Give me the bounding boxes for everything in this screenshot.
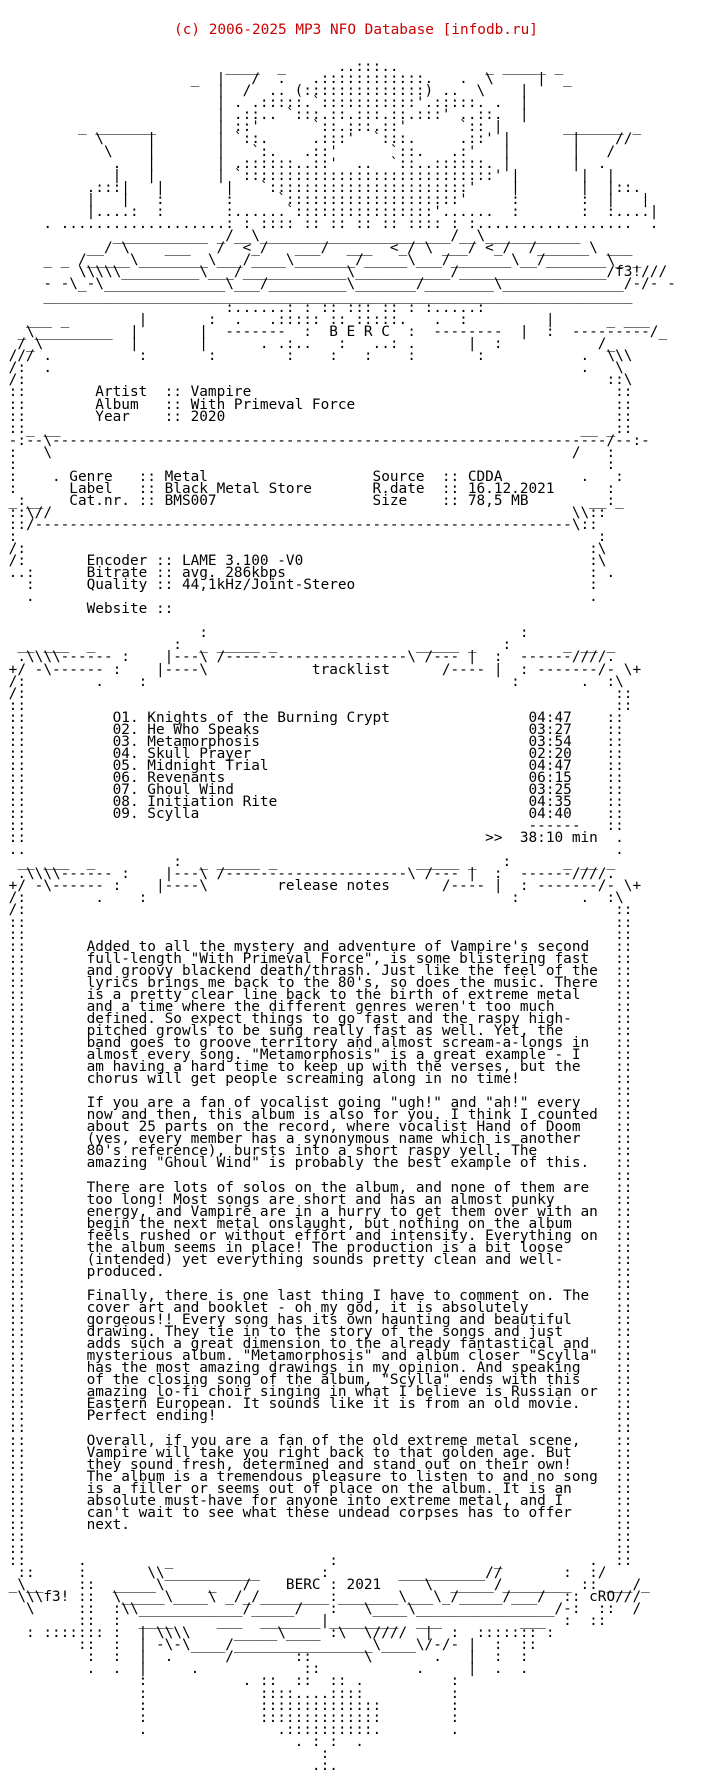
- nfo-line: :: next. ::: [0, 1516, 633, 1533]
- nfo-body: [0, 61, 712, 1772]
- nfo-line: | . .:::::.`:::::::::::'.:::::. . |: [0, 95, 529, 112]
- nfo-line: . . | . :: . | . .: [0, 1661, 529, 1678]
- nfo-line: | / .. (::::::::::::::) .. \ |: [0, 83, 529, 100]
- nfo-line: /: ::\: [0, 372, 633, 389]
- nfo-line: :: The album is a tremendous pleasure to listen to and no song ::: [0, 1468, 633, 1485]
- nfo-line: __/ \ ___ / <_/ ___/ ___ <_/ \ ___/ <_/ /______\ ___: [0, 239, 633, 256]
- nfo-line: :: begin the next metal onslaught, but nothing on the album ::: [0, 1215, 633, 1232]
- nfo-line: :: Year :: 2020 ::: [0, 408, 633, 425]
- nfo-line: | .::.. `:::.::.:::.::.:::' ..::. |: [0, 107, 529, 124]
- nfo-line: :: : | -\-\____/________________\____\/-/- | : ::: [0, 1637, 538, 1654]
- nfo-line: ____________________________________________________________________: [0, 288, 633, 305]
- nfo-line: :: about 25 parts on the record, where vocalist Hand of Doom ::: [0, 1119, 633, 1136]
- nfo-line: :: O1. Knights of the Burning Crypt 04:47 ::: [0, 709, 624, 726]
- nfo-line: :: gorgeous!! Every song has its own haunting and beautiful ::: [0, 1312, 633, 1329]
- nfo-line: .. .: [0, 842, 624, 859]
- nfo-line: :: mysterious album. "Metamorphosis" and album closer "Scylla" ::: [0, 1348, 633, 1365]
- nfo-line: /: ::: [0, 902, 633, 919]
- nfo-line: __ ___ _ : _ _____ _ _____ _ : _ __ _: [0, 854, 616, 871]
- nfo-line: . : : .: [0, 1733, 364, 1750]
- nfo-line: : :: [0, 456, 616, 473]
- nfo-line: :: has the most amazing drawings in my opinion. And speaking ::: [0, 1360, 633, 1377]
- nfo-line: :: pitched growls to be sung really fast as well. Yet, the ::: [0, 1022, 633, 1039]
- nfo-line: :: (intended) yet everything sounds pretty clean and well- ::: [0, 1251, 633, 1268]
- nfo-line: /: :\: [0, 541, 607, 558]
- nfo-line: \ | | `::. .:::' `:::. .::' | | //: [0, 131, 633, 148]
- nfo-line: :: ::: [0, 1528, 633, 1545]
- nfo-line: :......: : :: ::: :: : :.....:: [0, 300, 486, 317]
- nfo-line: :: is a pretty clear line back to the birth of extreme metal ::: [0, 986, 633, 1003]
- nfo-line: :: Artist :: Vampire ::: [0, 384, 633, 401]
- nfo-line: :: >> 38:10 min .: [0, 830, 624, 847]
- nfo-line: :: ------ ::: [0, 818, 624, 835]
- nfo-line: :: absolute must-have for anyone into extreme metal, and I ::: [0, 1492, 633, 1509]
- nfo-line: : . :: :: :: . :: [0, 1673, 460, 1690]
- nfo-line: : :: [0, 625, 529, 642]
- nfo-line: :: Album :: With Primeval Force ::: [0, 396, 633, 413]
- nfo-line: :: can't wait to see what these undead corpses has to offer ::: [0, 1504, 633, 1521]
- nfo-line: _\_________ | | ------- : B E R C : -------- | : ---------/_: [0, 324, 668, 341]
- nfo-line: :: 08. Initiation Rite 04:35 ::: [0, 794, 624, 811]
- nfo-line: :: [0, 1745, 330, 1762]
- nfo-line: |....: : :......`::::::::::::::::'...... : : :....|: [0, 203, 659, 220]
- nfo-line: . ...................: : :::: :: :: :: :: :::: : :.................. .: [0, 215, 659, 232]
- nfo-line: :: energy, and Vampire are in a hurry to get them over with an ::: [0, 1203, 633, 1220]
- nfo-line: : ::::::: : | \\\\ _____\____ :\ \//// | : ::::::: :: [0, 1625, 555, 1642]
- nfo-line: _ _______ | ::' `::.:::.::' `:: | _______ _: [0, 119, 642, 136]
- nfo-line: /: . . \: [0, 360, 624, 377]
- nfo-line: :: ::: [0, 697, 633, 714]
- nfo-line: :: There are lots of solos on the album, and none of them are ::: [0, 1179, 633, 1196]
- nfo-line: -:--\----------------------------------------------------------------/--:-: [0, 432, 650, 449]
- nfo-line: . .: [0, 589, 598, 606]
- nfo-line: :: : \\___________ : __________// : :/: [0, 1565, 607, 1582]
- nfo-line: :: feels rushed or without effort and intensity. Everything on ::: [0, 1227, 633, 1244]
- nfo-line: : . Genre :: Metal Source :: CDDA . :: [0, 468, 624, 485]
- nfo-line: :: almost every song. "Metamorphosis" is a great example - I ::: [0, 1047, 633, 1064]
- nfo-line: \ | | `:. .::' `::. .:' | | /: [0, 143, 616, 160]
- nfo-line: . | | .::::::..::' .. `::..::::::. | | .: [0, 155, 607, 172]
- nfo-line: :: Overall, if you are a fan of the old extreme metal scene, ::: [0, 1432, 633, 1449]
- nfo-line: \ :: :\\____________/_____/ : \____\________________/-: :: /: [0, 1601, 642, 1618]
- nfo-line: :: too long! Most songs are short and has an almost punky ::: [0, 1191, 633, 1208]
- nfo-line: :: adds such a great dimension to the already fantastical and ::: [0, 1336, 633, 1353]
- nfo-line: :: ::: [0, 1420, 633, 1437]
- nfo-line: : :::::::::::::: :: [0, 1709, 460, 1726]
- nfo-line: :: ::: [0, 1167, 633, 1184]
- nfo-line: : : | . / :: \ . | : :: [0, 1649, 529, 1666]
- nfo-line: \\\\\_________\___/____________\___________/_________________/f3!///: [0, 263, 668, 280]
- nfo-line: : \ / :: [0, 444, 616, 461]
- nfo-line: :: 02. He Who Speaks 03:27 ::: [0, 721, 624, 738]
- nfo-line: :: ::: [0, 1540, 633, 1557]
- nfo-line: :: 80's reference), bursts into a short raspy yell. The ::: [0, 1143, 633, 1160]
- nfo-line: +/ -\------ : |----\ tracklist /---- | : -------/- \+: [0, 661, 642, 678]
- nfo-line: /_\ | | . .:.. : ..: . | : /_: [0, 336, 616, 353]
- nfo-line: \\\f3! :: \_____\____\ _/_/________:_______\___\_/_____/___/ :: cRO///: [0, 1589, 642, 1606]
- nfo-line: : :::::::::::::: :: [0, 1697, 460, 1714]
- nfo-line: :: and a time where the different genres weren't too much ::: [0, 998, 633, 1015]
- nfo-line: :: is a filler or seems out of place on the album. It is an ::: [0, 1480, 633, 1497]
- nfo-line: _:__ Cat.nr. :: BMS007 Size :: 78,5 MB __:_: [0, 492, 624, 509]
- nfo-line: :: amazing "Ghoul Wind" is probably the best example of this. ::: [0, 1155, 633, 1172]
- nfo-line: :: cover art and booklet - oh my god, it is absolutely ::: [0, 1300, 633, 1317]
- nfo-line: /: Encoder :: LAME 3.100 -V0 :\: [0, 553, 607, 570]
- nfo-line: - -\_-\______________\___/_________\_______/________\______________/-/- -: [0, 276, 676, 293]
- nfo-line: :: of the closing song of the album, "Scylla" ends with this ::: [0, 1372, 633, 1389]
- nfo-line: :: 09. Scylla 04:40 ::: [0, 806, 624, 823]
- site-header: (c) 2006-2025 MP3 NFO Database [infodb.ru]: [174, 22, 538, 39]
- nfo-line: :: chorus will get people screaming along in no time! ::: [0, 1071, 633, 1088]
- nfo-line: :: 04. Skull Prayer 02:20 ::: [0, 745, 624, 762]
- nfo-line: : :: [0, 529, 607, 546]
- nfo-line: . .::::::::::. .: [0, 1721, 460, 1738]
- nfo-line: :: 05. Midnight Trial 04:47 ::: [0, 757, 624, 774]
- nfo-line: :: Eastern European. It sounds like it is from an old movie. ::: [0, 1396, 633, 1413]
- nfo-line: :: am having a hard time to keep up with the verses, but the ::: [0, 1059, 633, 1076]
- nfo-line: : Label :: Black Metal Store R.date :: 16.12.2021 :: [0, 480, 616, 497]
- nfo-line: | | | `:::::::::::::::::::::::::::::' | | |: [0, 167, 616, 184]
- nfo-line: :: Added to all the mystery and adventure of Vampire's second ::: [0, 938, 633, 955]
- nfo-line: /: . : : . :\: [0, 890, 624, 907]
- nfo-line: :: defined. So expect things to go fast and the raspy high- ::: [0, 1010, 633, 1027]
- nfo-line: :: the album seems in place! The production is a bit loose ::: [0, 1239, 633, 1256]
- nfo-line: :: Finally, there is one last thing I have to comment on. The ::: [0, 1287, 633, 1304]
- nfo-line: ::/--------------------------------------------------------------\::: [0, 516, 598, 533]
- nfo-line: .\\\\------ : |---\ /---------------------\ /--- | : ------////.: [0, 649, 616, 666]
- nfo-line: :: 06. Revenants 06:15 ::: [0, 769, 624, 786]
- nfo-line: :: If you are a fan of vocalist going "ugh!" and "ah!" every ::: [0, 1095, 633, 1112]
- nfo-line: +/ -\------ : |----\ release notes /---- | : -------/- \+: [0, 878, 642, 895]
- nfo-line: :: produced. ::: [0, 1263, 633, 1280]
- nfo-line: __ ___ _ : _ _____ _ _____ _ : _ __ _: [0, 637, 616, 654]
- nfo-line: :: drawing. They tie in to the story of the songs and just ::: [0, 1324, 633, 1341]
- nfo-line: :: 07. Ghoul Wind 03:25 ::: [0, 782, 624, 798]
- nfo-line: :: band goes to groove territory and almost scream-a-longs in ::: [0, 1034, 633, 1051]
- nfo-line: :: ::: [0, 926, 633, 943]
- nfo-line: : ::::....:::: :: [0, 1685, 460, 1702]
- nfo-line: _ _ /_____\________\___/____\_______/_____\___/_______\__/_______\_ _: [0, 251, 642, 268]
- nfo-line: ___ _ | : . .::::: :: :::::. . : | _ ___: [0, 312, 650, 329]
- nfo-line: ____ _ ..:::.. _ _____ _: [0, 59, 564, 76]
- nfo-line: | | : : `::::::::::::::::::::' : : | |: [0, 191, 650, 208]
- nfo-line: :: (yes, every member has a synonymous name which is another ::: [0, 1131, 633, 1148]
- nfo-line: :: 03. Metamorphosis 03:54 ::: [0, 733, 624, 750]
- nfo-line: :: ::: [0, 1083, 633, 1100]
- nfo-line: ::\// \\::: [0, 504, 607, 521]
- nfo-line: /: . : : . :\: [0, 673, 624, 690]
- nfo-line: .:.: [0, 1757, 338, 1774]
- nfo-line: :: now and then, this album is also for you. I think I counted ::: [0, 1107, 633, 1124]
- nfo-line: /// . : : : : : : : . \\\: [0, 348, 633, 365]
- nfo-line: :: they sound fresh, determined and stand out on their own! ::: [0, 1456, 633, 1473]
- nfo-line: .\\\\------ : |---\ /---------------------\ /--- | : ------////.: [0, 866, 616, 883]
- nfo-line: :: full-length "With Primeval Force", is some blistering fast ::: [0, 950, 633, 967]
- nfo-line: :: ::: [0, 1275, 633, 1292]
- nfo-line: :: ::: [0, 914, 633, 931]
- nfo-line: Website ::: [0, 601, 174, 618]
- nfo-line: :: and groovy blackend death/thrash. Just like the feel of the ::: [0, 962, 633, 979]
- nfo-line: ..: Bitrate :: avg. 286kbps : .: [0, 565, 616, 582]
- nfo-line: /: ::: [0, 685, 633, 702]
- nfo-line: :: . _ : _ . ::: [0, 1553, 633, 1569]
- nfo-line: :: lyrics brings me back to the 80's, so does the music. There ::: [0, 974, 633, 991]
- nfo-line: .:::| | | `:::::::::::::::::::::::' | | |::.: [0, 179, 642, 196]
- nfo-line: :: amazing lo-fi choir singing in what I believe is Russian or ::: [0, 1384, 633, 1401]
- nfo-line: _ | / . .::::::::::::. . \ | _: [0, 71, 572, 88]
- nfo-line: :: Vampire will take you right back to that golden age. But ::: [0, 1444, 633, 1461]
- nfo-line: ::_ __ __ _::: [0, 420, 633, 437]
- nfo-line: :: Perfect ending! ::: [0, 1408, 633, 1425]
- nfo-line: :: : ____ ___ _______|________ ___ ___ : ::: [0, 1613, 607, 1630]
- nfo-line: ___________ _/__\______________________/__\___________: [0, 227, 581, 244]
- nfo-line: _\__ :: _____\ _ / BERC : 2021 \ _____/________ :: ___/_: [0, 1577, 650, 1594]
- nfo-line: : Quality :: 44,1kHz/Joint-Stereo :: [0, 577, 598, 594]
